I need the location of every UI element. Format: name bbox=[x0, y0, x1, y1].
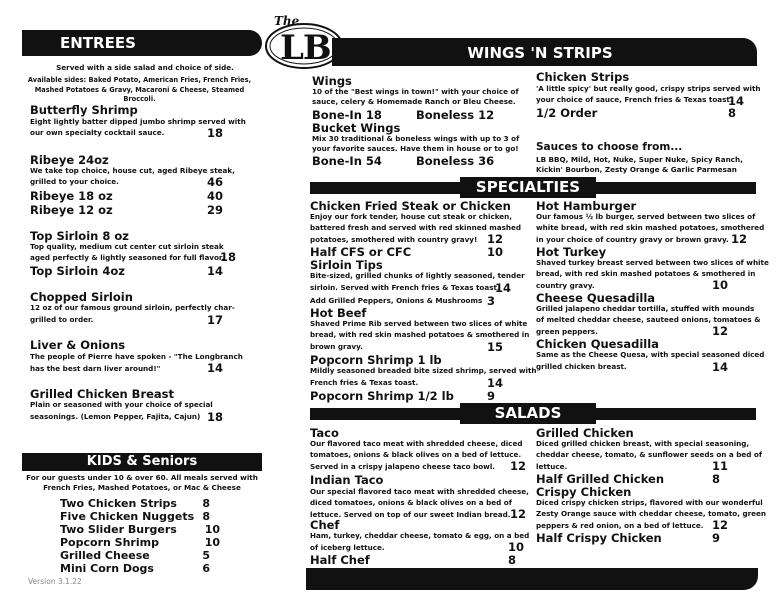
hot-beef-price: 15 bbox=[487, 340, 504, 354]
chopped-sirloin-desc2: grilled to order. bbox=[30, 315, 94, 324]
grilled-chicken-salad-desc2: cheddar cheese, tomato, & sunflower seeds on a bed of bbox=[536, 450, 762, 459]
bucket-wings-boneless: Boneless 36 bbox=[416, 154, 495, 168]
popcorn-shrimp-half-name: Popcorn Shrimp 1/2 lb bbox=[310, 389, 454, 403]
hot-hamburger-desc1: Our famous ½ lb burger, served between two slices of bbox=[536, 212, 756, 221]
chicken-strips-price: 14 bbox=[728, 94, 745, 108]
hot-hamburger-name: Hot Hamburger bbox=[536, 199, 637, 213]
cheese-quesadilla-name: Cheese Quesadilla bbox=[536, 291, 656, 305]
cfs-half-price: 10 bbox=[487, 245, 504, 259]
ribeye-desc1: We take top choice, house cut, aged Ribeye steak, bbox=[30, 166, 235, 175]
sauces-title: Sauces to choose from... bbox=[536, 141, 683, 153]
butterfly-shrimp-desc2: our own specialty cocktail sauce. bbox=[30, 128, 165, 137]
bucket-wings-desc2: your favorite sauces. Have them in house or to go! bbox=[312, 144, 519, 153]
top-sirloin-desc2: aged perfectly & lightly seasoned for full flavor. bbox=[30, 253, 225, 262]
entrees-title: ENTREES bbox=[60, 34, 136, 52]
taco-salad-desc2: tomatoes, onions & black olives on a bed of lettuce. bbox=[310, 450, 522, 459]
liver-onions-price: 14 bbox=[207, 361, 224, 375]
grilled-chicken-breast-desc2: seasonings. (Lemon Pepper, Fajita, Cajun) bbox=[30, 412, 201, 421]
chopped-sirloin-desc1: 12 oz of our famous ground sirloin, perfectly char- bbox=[30, 303, 235, 312]
half-grilled-chicken-name: Half Grilled Chicken bbox=[536, 472, 665, 486]
chopped-sirloin-price: 17 bbox=[207, 313, 224, 327]
hot-beef-desc3: brown gravy. bbox=[310, 342, 363, 351]
liver-onions-desc1: The people of Pierre have spoken - "The Longbranch bbox=[30, 352, 243, 361]
version-label: Version 3.1.22 bbox=[28, 577, 82, 586]
specialties-title: SPECIALTIES bbox=[475, 178, 581, 196]
taco-salad-price: 12 bbox=[510, 459, 527, 473]
sirloin-tips-add: Add Grilled Peppers, Onions & Mushrooms bbox=[310, 296, 483, 305]
hot-turkey-desc2: bread, with red skin mashed potatoes & smothered in bbox=[536, 269, 756, 278]
ribeye-desc2: grilled to your choice. bbox=[30, 177, 119, 186]
popcorn-shrimp-name: Popcorn Shrimp 1 lb bbox=[310, 353, 442, 367]
taco-salad-desc3: Served in a crispy jalapeno cheese taco bowl. bbox=[310, 462, 496, 471]
half-grilled-chicken-price: 8 bbox=[712, 472, 721, 486]
sirloin-tips-add-price: 3 bbox=[487, 294, 496, 308]
kids-item: Mini Corn Dogs 6 bbox=[60, 562, 210, 575]
butterfly-shrimp-desc1: Eight lightly batter dipped jumbo shrimp served with bbox=[30, 117, 246, 126]
chicken-quesadilla-name: Chicken Quesadilla bbox=[536, 337, 659, 351]
wings-boneless: Boneless 12 bbox=[416, 108, 495, 122]
wings-desc2: sauce, celery & Homemade Ranch or Bleu Cheese. bbox=[312, 97, 516, 106]
kids-item: Popcorn Shrimp 10 bbox=[60, 536, 220, 549]
cfs-price: 12 bbox=[487, 232, 504, 246]
top-sirloin-8-name: Top Sirloin 8 oz bbox=[30, 229, 129, 243]
cfs-desc3: potatoes, smothered with country gravy! bbox=[310, 235, 478, 244]
butterfly-shrimp-price: 18 bbox=[207, 126, 224, 140]
crispy-chicken-salad-desc1: Diced crispy chicken strips, flavored with our wonderful bbox=[536, 498, 763, 507]
logo-big-text: LB bbox=[280, 28, 331, 68]
hot-hamburger-price: 12 bbox=[731, 232, 748, 246]
sirloin-tips-name: Sirloin Tips bbox=[310, 258, 383, 272]
taco-salad-name: Taco bbox=[310, 426, 339, 440]
sauces-line2: Kickin' Bourbon, Zesty Orange & Garlic Parmesan bbox=[536, 165, 737, 174]
hot-hamburger-desc2: white bread, with red skin mashed potatoes, smothered bbox=[536, 223, 765, 232]
liver-onions-name: Liver & Onions bbox=[30, 338, 126, 352]
grilled-chicken-salad-desc1: Diced grilled chicken breast, with special seasoning, bbox=[536, 439, 750, 448]
popcorn-shrimp-half-price: 9 bbox=[487, 389, 496, 403]
chicken-strips-name: Chicken Strips bbox=[536, 70, 630, 84]
hot-hamburger-desc3: in your choice of country gravy or brown gravy. bbox=[536, 235, 729, 244]
top-sirloin-4-name: Top Sirloin 4oz bbox=[30, 264, 125, 278]
hot-turkey-desc1: Shaved turkey breast served between two slices of white bbox=[536, 258, 769, 267]
sirloin-tips-desc1: Bite-sized, grilled chunks of lightly seasoned, tender bbox=[310, 271, 525, 280]
half-chef-name: Half Chef bbox=[310, 553, 370, 567]
bucket-wings-desc1: Mix 30 traditional & boneless wings with up to 3 of bbox=[312, 134, 520, 143]
popcorn-shrimp-desc1: Mildly seasoned breaded bite sized shrimp, served with bbox=[310, 366, 537, 375]
kids-item: Two Chicken Strips 8 bbox=[60, 497, 210, 510]
crispy-chicken-salad-desc3: peppers & red onion, on a bed of lettuce. bbox=[536, 521, 704, 530]
chef-salad-desc2: of iceberg lettuce. bbox=[310, 543, 385, 552]
hot-beef-name: Hot Beef bbox=[310, 306, 367, 320]
taco-salad-desc1: Our flavored taco meat with shredded cheese, diced bbox=[310, 439, 523, 448]
hot-turkey-name: Hot Turkey bbox=[536, 245, 607, 259]
logo-small-text: The bbox=[274, 14, 300, 28]
butterfly-shrimp-name: Butterfly Shrimp bbox=[30, 103, 138, 117]
liver-onions-desc2: has the best darn liver around!" bbox=[30, 364, 161, 373]
cfs-desc1: Enjoy our fork tender, house cut steak or chicken, bbox=[310, 212, 513, 221]
indian-taco-name: Indian Taco bbox=[310, 473, 384, 487]
ribeye-12-price: 29 bbox=[207, 203, 224, 217]
specialties-banner-left bbox=[310, 182, 460, 194]
kids-item: Two Slider Burgers 10 bbox=[60, 523, 220, 536]
cfs-half-name: Half CFS or CFC bbox=[310, 245, 412, 259]
top-sirloin-desc1: Top quality, medium cut center cut sirloin steak bbox=[30, 242, 224, 251]
chicken-quesadilla-desc1: Same as the Cheese Quesa, with special seasoned diced bbox=[536, 350, 765, 359]
ribeye-18-price: 40 bbox=[207, 189, 224, 203]
grilled-chicken-breast-price: 18 bbox=[207, 410, 224, 424]
ribeye-12-name: Ribeye 12 oz bbox=[30, 203, 113, 217]
ribeye-24-name: Ribeye 24oz bbox=[30, 153, 109, 167]
top-sirloin-8-price: 18 bbox=[220, 250, 237, 264]
chef-salad-desc1: Ham, turkey, cheddar cheese, tomato & egg, on a bed bbox=[310, 531, 530, 540]
salads-banner-left bbox=[310, 408, 460, 420]
indian-taco-desc3: lettuce. Served on top of our sweet Indian bread. bbox=[310, 510, 511, 519]
hot-beef-desc2: bread, with red skin mashed potatoes & smothered in bbox=[310, 330, 530, 339]
kids-intro: For our guests under 10 & over 60. All meals served with French Fries, Mashed Potatoes, or Mac & Cheese bbox=[26, 473, 258, 493]
half-crispy-chicken-price: 9 bbox=[712, 531, 721, 545]
chicken-quesadilla-desc2: grilled chicken breast. bbox=[536, 362, 627, 371]
chicken-strips-half-price: 8 bbox=[728, 106, 737, 120]
sauces-line1: LB BBQ, Mild, Hot, Nuke, Super Nuke, Spicy Ranch, bbox=[536, 155, 743, 164]
chicken-strips-half: 1/2 Order bbox=[536, 106, 598, 120]
wings-desc1: 10 of the "Best wings in town!" with your choice of bbox=[312, 87, 519, 96]
chicken-strips-desc1: 'A little spicy' but really good, crispy strips served with bbox=[536, 84, 761, 93]
specialties-banner-right bbox=[596, 182, 756, 194]
hot-turkey-price: 10 bbox=[712, 278, 729, 292]
salads-title: SALADS bbox=[494, 404, 562, 422]
popcorn-shrimp-price: 14 bbox=[487, 376, 504, 390]
chef-salad-price: 10 bbox=[508, 540, 525, 554]
grilled-chicken-breast-name: Grilled Chicken Breast bbox=[30, 387, 175, 401]
salads-banner-right bbox=[596, 408, 756, 420]
kids-title: KIDS & Seniors bbox=[86, 454, 198, 469]
bucket-wings-name: Bucket Wings bbox=[312, 121, 401, 135]
crispy-chicken-salad-name: Crispy Chicken bbox=[536, 485, 632, 499]
grilled-chicken-salad-desc3: lettuce. bbox=[536, 462, 568, 471]
half-crispy-chicken-name: Half Crispy Chicken bbox=[536, 531, 662, 545]
cheese-quesadilla-desc3: green peppers. bbox=[536, 327, 598, 336]
crispy-chicken-salad-price: 12 bbox=[712, 518, 729, 532]
kids-item: Five Chicken Nuggets 8 bbox=[60, 510, 210, 523]
cheese-quesadilla-desc2: of melted cheddar cheese, sauteed onions, tomatoes & bbox=[536, 315, 761, 324]
crispy-chicken-salad-desc2: Zesty Orange sauce with cheddar cheese, tomato, green bbox=[536, 509, 766, 518]
top-sirloin-4-price: 14 bbox=[207, 264, 224, 278]
grilled-chicken-salad-name: Grilled Chicken bbox=[536, 426, 634, 440]
entrees-sides: Available sides: Baked Potato, American Fries, French Fries, Mashed Potatoes & Gravy, Macaroni & Cheese, Steamed Broccoli. bbox=[27, 76, 252, 103]
cheese-quesadilla-price: 12 bbox=[712, 324, 729, 338]
grilled-chicken-salad-price: 11 bbox=[712, 459, 729, 473]
half-chef-price: 8 bbox=[508, 553, 517, 567]
indian-taco-price: 12 bbox=[510, 507, 527, 521]
sirloin-tips-desc2: sirloin. Served with French fries & Texas toast. bbox=[310, 283, 500, 292]
bottom-bar bbox=[306, 568, 758, 590]
chicken-quesadilla-price: 14 bbox=[712, 360, 729, 374]
hot-turkey-desc3: country gravy. bbox=[536, 281, 595, 290]
chef-salad-name: Chef bbox=[310, 518, 340, 532]
hot-beef-desc1: Shaved Prime Rib served between two slices of white bbox=[310, 319, 528, 328]
wings-name: Wings bbox=[312, 74, 352, 88]
ribeye-18-name: Ribeye 18 oz bbox=[30, 189, 113, 203]
grilled-chicken-breast-desc1: Plain or seasoned with your choice of special bbox=[30, 400, 213, 409]
wings-bonein: Bone-In 18 bbox=[312, 108, 382, 122]
ribeye-24-price: 46 bbox=[207, 175, 224, 189]
chopped-sirloin-name: Chopped Sirloin bbox=[30, 290, 133, 304]
cfs-desc2: battered fresh and served with red skinned mashed bbox=[310, 223, 522, 232]
cheese-quesadilla-desc1: Grilled jalapeno cheddar tortilla, stuffed with mounds bbox=[536, 304, 755, 313]
wings-strips-title: WINGS 'N STRIPS bbox=[467, 44, 613, 62]
indian-taco-desc1: Our special flavored taco meat with shredded cheese, bbox=[310, 487, 529, 496]
cfs-name: Chicken Fried Steak or Chicken bbox=[310, 199, 511, 213]
kids-item: Grilled Cheese 5 bbox=[60, 549, 210, 562]
chicken-strips-desc2: your choice of sauce, French fries & Texas toast. bbox=[536, 95, 733, 104]
bucket-wings-bonein: Bone-In 54 bbox=[312, 154, 382, 168]
popcorn-shrimp-desc2: French fries & Texas toast. bbox=[310, 378, 419, 387]
sirloin-tips-price: 14 bbox=[495, 281, 512, 295]
indian-taco-desc2: diced tomatoes, onions & black olives on a bed of bbox=[310, 498, 512, 507]
entrees-intro: Served with a side salad and choice of side. bbox=[56, 63, 234, 72]
